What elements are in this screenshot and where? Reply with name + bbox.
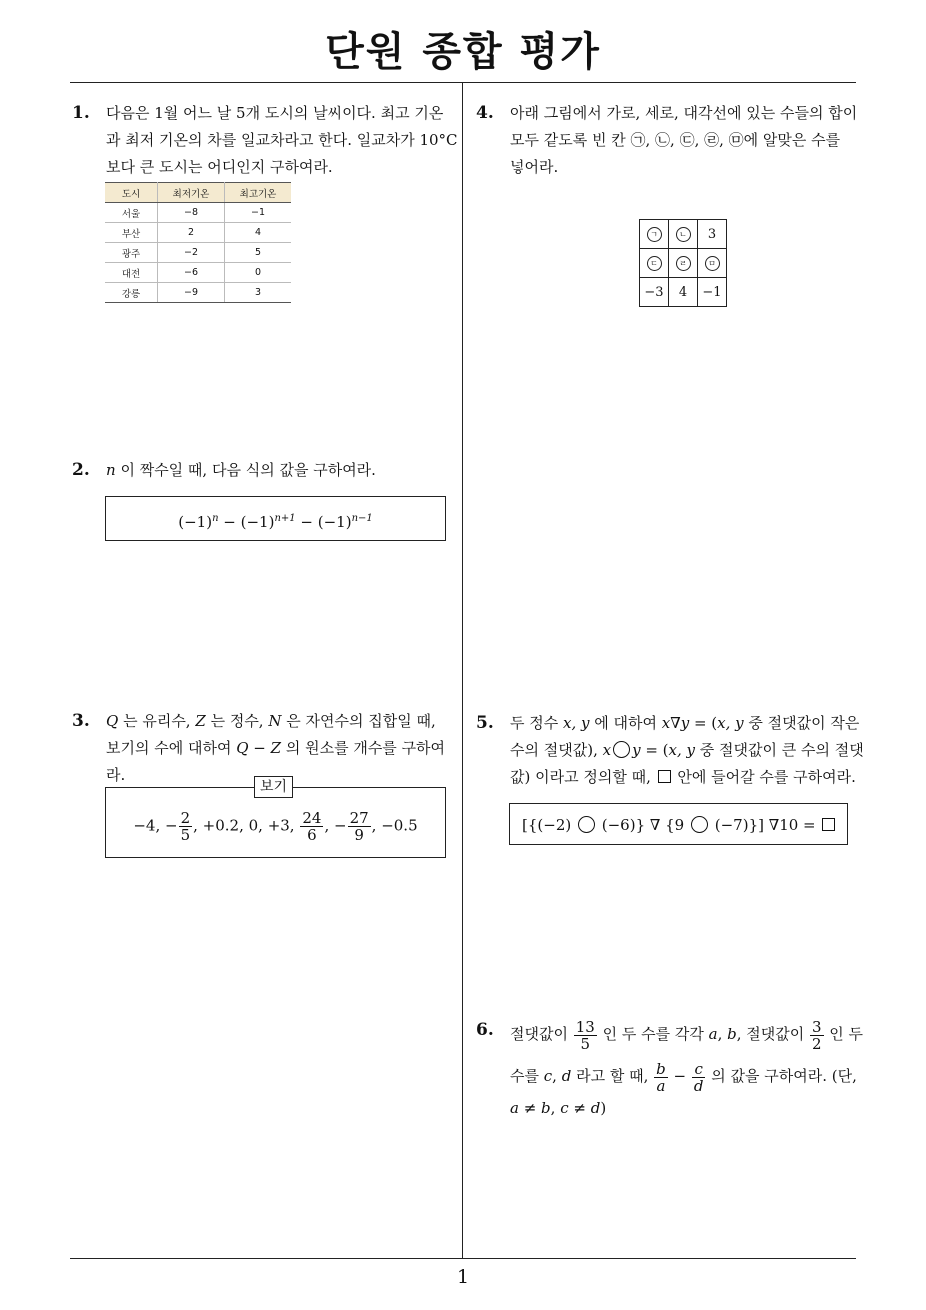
text-span: ) xyxy=(600,1099,607,1117)
table-header-row xyxy=(105,183,291,203)
grid-cell: −3 xyxy=(640,278,669,307)
fraction xyxy=(692,1061,706,1094)
question-2 xyxy=(72,457,462,487)
text-span: 는 정수, xyxy=(205,712,269,730)
expression-box xyxy=(509,803,848,845)
text-span: 의 원소를 개수를 구하여라. xyxy=(106,739,446,784)
denominator: 9 xyxy=(354,826,364,844)
temperature-table xyxy=(105,182,291,303)
text-span: , − xyxy=(324,816,347,835)
math-var: Q − Z xyxy=(236,739,282,757)
column-header: 도시 xyxy=(105,183,158,203)
circled-label: ㄱ xyxy=(647,227,662,242)
expr-part: [{(−2) xyxy=(522,816,576,834)
text-span: 인 두 수를 각각 xyxy=(597,1025,709,1043)
text-line xyxy=(510,764,864,791)
table-cell: 광주 xyxy=(105,243,158,263)
text-line xyxy=(510,737,864,764)
table-cell: 2 xyxy=(158,223,225,243)
table-row xyxy=(105,263,291,283)
text-span: 보기의 수에 대하여 xyxy=(106,739,237,757)
math-var: x xyxy=(602,741,612,759)
column-header: 최저기온 xyxy=(158,183,225,203)
fraction xyxy=(574,1019,597,1052)
question-text xyxy=(106,100,458,181)
fraction xyxy=(810,1019,824,1052)
circled-label: ㄴ xyxy=(676,227,691,242)
footer-rule xyxy=(70,1258,856,1259)
example-label: 보기 xyxy=(254,776,293,798)
text-span: 이 짝수일 때, 다음 식의 값을 구하여라. xyxy=(115,461,376,479)
denominator: 6 xyxy=(307,826,317,844)
text-line: 모두 같도록 빈 칸 ㉠, ㉡, ㉢, ㉣, ㉤에 알맞은 수를 xyxy=(510,131,841,149)
text-span: 라고 할 때, xyxy=(571,1067,654,1085)
question-text xyxy=(510,100,857,181)
question-number: 6. xyxy=(476,1020,494,1040)
question-number: 4. xyxy=(476,103,494,123)
denominator: 5 xyxy=(580,1034,591,1053)
expr-part: − (−1) xyxy=(218,513,275,531)
numerator: 3 xyxy=(811,1017,822,1036)
grid-cell xyxy=(669,249,698,278)
circled-label: ㄹ xyxy=(676,256,691,271)
blank-square-icon xyxy=(658,770,671,783)
fraction xyxy=(300,810,323,843)
math-var: c ≠ d xyxy=(560,1099,601,1117)
math-var: n xyxy=(106,461,116,479)
page-title: 단원 종합 평가 xyxy=(325,29,601,75)
question-number: 1. xyxy=(72,103,90,123)
table-cell: −8 xyxy=(158,203,225,223)
page-number: 1 xyxy=(456,1266,470,1288)
fraction xyxy=(179,810,193,843)
math-var: a ≠ b xyxy=(510,1099,551,1117)
math-var: a xyxy=(708,1025,718,1043)
table-cell: −6 xyxy=(158,263,225,283)
expr-part: − (−1) xyxy=(295,513,352,531)
table-cell: 부산 xyxy=(105,223,158,243)
numerator: 27 xyxy=(349,809,369,827)
text-line xyxy=(510,1013,863,1055)
table-row xyxy=(105,243,291,263)
fraction xyxy=(348,810,371,843)
header-rule xyxy=(70,82,856,83)
text-line: 다음은 1월 어느 날 5개 도시의 날씨이다. 최고 기온 xyxy=(106,104,444,122)
table-cell: −9 xyxy=(158,283,225,303)
table-cell: 5 xyxy=(225,243,292,263)
circle-operator-icon xyxy=(613,741,630,758)
math-var: y xyxy=(632,741,641,759)
circle-operator-icon xyxy=(691,816,708,833)
text-span: 수를 xyxy=(510,1067,544,1085)
grid-row xyxy=(640,249,727,278)
text-span: , −0.5 xyxy=(371,816,418,835)
text-span: 중 절댓값이 작은 xyxy=(743,714,860,732)
numerator: b xyxy=(656,1059,666,1078)
grid-cell xyxy=(698,249,727,278)
text-span: , xyxy=(550,1099,561,1117)
text-line: 넣어라. xyxy=(510,158,559,176)
text-span: 두 정수 xyxy=(510,714,564,732)
question-number: 5. xyxy=(476,713,494,733)
denominator: 2 xyxy=(811,1034,822,1053)
column-divider xyxy=(462,83,463,1258)
text-span: 의 값을 구하여라. (단, xyxy=(706,1067,857,1085)
text-span: − xyxy=(668,1067,691,1085)
grid-cell xyxy=(640,220,669,249)
question-number: 3. xyxy=(72,711,90,731)
grid-cell xyxy=(640,249,669,278)
text-span: = ( xyxy=(689,714,718,732)
numerator: 24 xyxy=(302,809,322,827)
text-line xyxy=(106,708,462,735)
grid-cell xyxy=(669,220,698,249)
grid-cell: 3 xyxy=(698,220,727,249)
question-text xyxy=(510,710,864,791)
text-span: , +0.2, 0, +3, xyxy=(193,816,300,835)
table-row xyxy=(105,203,291,223)
table-cell: 3 xyxy=(225,283,292,303)
exponent: n−1 xyxy=(351,513,373,524)
expr-part: (−6)} ∇ {9 xyxy=(596,816,689,834)
question-3 xyxy=(72,708,462,784)
numerator: 13 xyxy=(575,1017,595,1036)
text-span: 안에 들어갈 수를 구하여라. xyxy=(672,768,856,786)
math-var: c xyxy=(543,1067,553,1085)
text-span: −4, − xyxy=(133,816,178,835)
math-var: d xyxy=(561,1067,572,1085)
table-cell: 강릉 xyxy=(105,283,158,303)
circle-operator-icon xyxy=(578,816,595,833)
question-5 xyxy=(476,710,876,795)
magic-square-grid xyxy=(639,219,727,307)
math-var: x, y xyxy=(563,714,590,732)
denominator: 5 xyxy=(180,826,191,844)
question-6 xyxy=(476,1013,876,1123)
question-number: 2. xyxy=(72,460,90,480)
circled-label: ㅁ xyxy=(705,256,720,271)
column-header: 최고기온 xyxy=(225,183,292,203)
table-cell: 대전 xyxy=(105,263,158,283)
expr-part: (−7)}] ∇10 = xyxy=(709,816,821,834)
text-line xyxy=(510,1055,863,1097)
expression-box xyxy=(105,496,446,541)
text-span: = ( xyxy=(640,741,669,759)
text-span: 값) 이라고 정의할 때, xyxy=(510,768,656,786)
math-var: b xyxy=(727,1025,737,1043)
table-cell: −2 xyxy=(158,243,225,263)
circled-label: ㄷ xyxy=(647,256,662,271)
text-span: , xyxy=(717,1025,728,1043)
text-line: 아래 그림에서 가로, 세로, 대각선에 있는 수들의 합이 xyxy=(510,104,858,122)
table-cell: 0 xyxy=(225,263,292,283)
text-line: 과 최저 기온의 차를 일교차라고 한다. 일교차가 10°C xyxy=(106,131,458,149)
fraction xyxy=(654,1061,668,1094)
math-var: x, y xyxy=(668,741,696,759)
text-line xyxy=(510,710,864,737)
example-numbers xyxy=(133,810,417,843)
table-cell: 서울 xyxy=(105,203,158,223)
text-span: 는 유리수, xyxy=(118,712,196,730)
text-span: 인 두 xyxy=(824,1025,864,1043)
grid-row xyxy=(640,220,727,249)
math-var: x∇y xyxy=(661,714,690,732)
math-var: Z xyxy=(195,712,206,730)
exponent: n+1 xyxy=(274,513,296,524)
blank-square-icon xyxy=(822,818,835,831)
table-row xyxy=(105,223,291,243)
text-span: 수의 절댓값), xyxy=(510,741,603,759)
grid-cell: 4 xyxy=(669,278,698,307)
grid-row xyxy=(640,278,727,307)
math-var: x, y xyxy=(717,714,744,732)
expr-part: (−1) xyxy=(178,513,213,531)
question-text xyxy=(510,1013,863,1119)
grid-cell: −1 xyxy=(698,278,727,307)
numerator: c xyxy=(692,1061,706,1078)
text-line: 보다 큰 도시는 어디인지 구하여라. xyxy=(106,158,333,176)
math-var: N xyxy=(268,712,282,730)
denominator: d xyxy=(693,1076,704,1095)
question-text xyxy=(106,457,376,484)
table-row xyxy=(105,283,291,303)
table-cell: 4 xyxy=(225,223,292,243)
text-span: 절댓값이 xyxy=(510,1025,573,1043)
text-line xyxy=(510,1097,863,1119)
text-span: 은 자연수의 집합일 때, xyxy=(281,712,436,730)
text-span: 중 절댓값이 큰 수의 절댓 xyxy=(695,741,864,759)
text-span: 에 대하여 xyxy=(589,714,662,732)
numerator: 2 xyxy=(180,809,191,827)
question-4 xyxy=(476,100,866,190)
table-cell: −1 xyxy=(225,203,292,223)
text-span: , 절댓값이 xyxy=(736,1025,809,1043)
denominator: a xyxy=(656,1076,666,1095)
exponent: n xyxy=(212,513,219,524)
text-span: , xyxy=(552,1067,562,1085)
math-var: Q xyxy=(106,712,119,730)
